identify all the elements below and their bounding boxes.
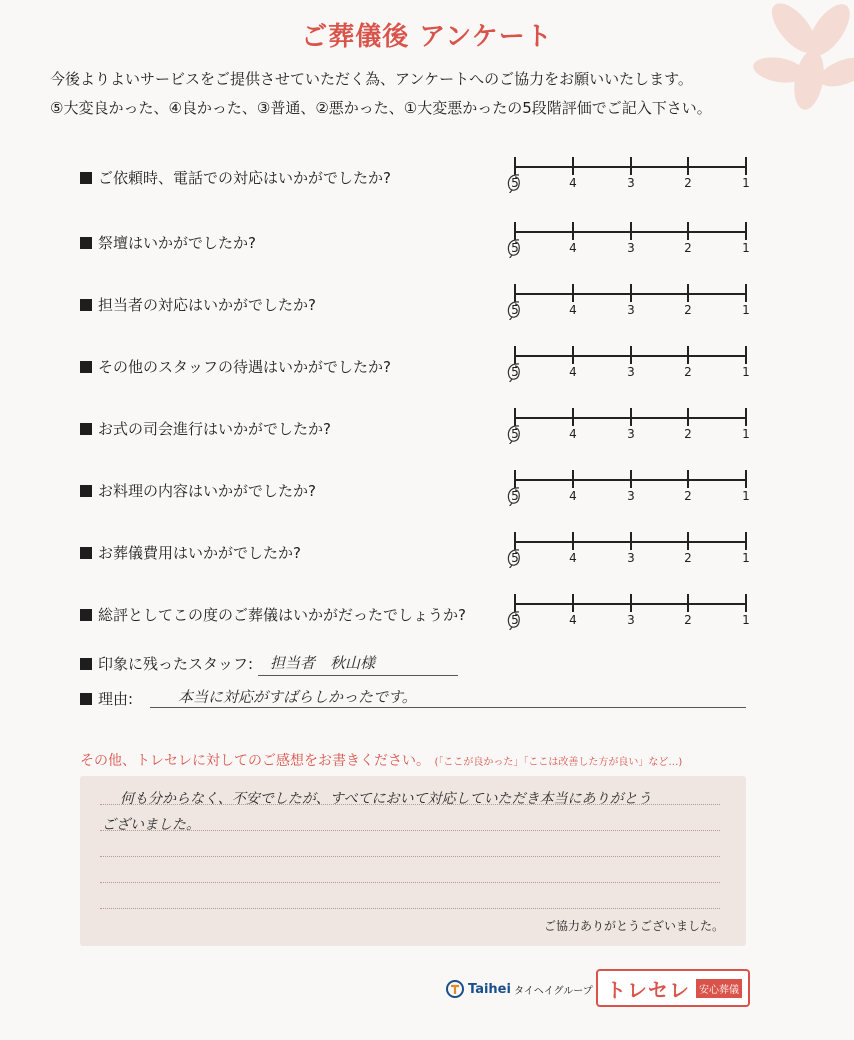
scale-tick [630, 346, 632, 364]
rating-scale[interactable] [505, 532, 755, 566]
rating-scale[interactable] [505, 284, 755, 318]
scale-number[interactable]: 2 [684, 551, 692, 565]
comment-line-1: 何も分からなく、不安でしたが、すべてにおいて対応していただき本当にありがとう [120, 791, 652, 807]
selected-rating-circle [506, 424, 524, 444]
scale-tick [745, 284, 747, 302]
question-row [80, 542, 301, 563]
rating-scale[interactable] [505, 470, 755, 504]
scale-tick [687, 408, 689, 426]
scale-tick [687, 346, 689, 364]
scale-number[interactable]: 5 [511, 489, 519, 503]
scale-number[interactable]: 3 [627, 365, 635, 379]
scale-tick [630, 284, 632, 302]
question-text: ご依頼時、電話での対応はいかがでしたか? [98, 169, 391, 187]
rating-instructions: ⑤大変良かった、④良かった、③普通、②悪かった、①大変悪かったの5段階評価でご記入下さい。 [50, 99, 712, 117]
scale-number[interactable]: 5 [511, 365, 519, 379]
comments-hint: (「ここが良かった」「ここは改善した方が良い」など…) [434, 757, 683, 768]
selected-rating-circle [506, 238, 524, 258]
bullet-icon [80, 693, 92, 705]
selected-rating-circle [506, 362, 524, 382]
comments-header [80, 750, 682, 770]
scale-number[interactable]: 4 [569, 427, 577, 441]
scale-number[interactable]: 2 [684, 241, 692, 255]
reason-label-row [80, 688, 133, 709]
brand-name: トレセレ [606, 977, 690, 1002]
scale-number[interactable]: 3 [627, 241, 635, 255]
taihei-mark-icon [446, 980, 464, 998]
bullet-icon [80, 237, 92, 249]
scale-tick [687, 284, 689, 302]
scale-number[interactable]: 3 [627, 489, 635, 503]
scale-number[interactable]: 1 [742, 365, 750, 379]
question-row [80, 604, 466, 625]
question-row [80, 418, 331, 439]
question-text: お料理の内容はいかがでしたか? [98, 482, 316, 500]
scale-number[interactable]: 4 [569, 176, 577, 190]
question-row [80, 356, 391, 377]
scale-number[interactable]: 4 [569, 303, 577, 317]
scale-number[interactable]: 2 [684, 176, 692, 190]
toresere-logo [596, 969, 750, 1007]
thanks-text: ご協力ありがとうございました。 [543, 919, 724, 933]
scale-tick [745, 157, 747, 175]
scale-number[interactable]: 1 [742, 551, 750, 565]
scale-tick [572, 594, 574, 612]
taihei-logo [446, 980, 593, 998]
reason-underline [150, 707, 746, 708]
bullet-icon [80, 485, 92, 497]
scale-tick [572, 222, 574, 240]
scale-number[interactable]: 2 [684, 427, 692, 441]
comments-header-text: その他、トレセレに対してのご感想をお書きください。 [80, 753, 430, 769]
scale-number[interactable]: 5 [511, 241, 519, 255]
scale-tick [572, 346, 574, 364]
reason-value[interactable]: 本当に対応がすばらしかったです。 [178, 688, 417, 706]
bullet-icon [80, 172, 92, 184]
scale-tick [630, 594, 632, 612]
scale-tick [745, 594, 747, 612]
scale-number[interactable]: 3 [627, 613, 635, 627]
selected-rating-circle [506, 548, 524, 568]
rating-scale[interactable] [505, 594, 755, 628]
question-text: 祭壇はいかがでしたか? [98, 234, 256, 252]
scale-number[interactable]: 5 [511, 613, 519, 627]
rating-scale[interactable] [505, 346, 755, 380]
reason-label: 理由: [98, 690, 134, 708]
scale-tick [630, 408, 632, 426]
bullet-icon [80, 609, 92, 621]
scale-number[interactable]: 4 [569, 489, 577, 503]
selected-rating-circle [506, 173, 524, 193]
scale-tick [745, 222, 747, 240]
scale-tick [687, 222, 689, 240]
scale-number[interactable]: 1 [742, 489, 750, 503]
staff-underline [258, 675, 458, 676]
scale-tick [687, 594, 689, 612]
scale-number[interactable]: 2 [684, 613, 692, 627]
scale-number[interactable]: 1 [742, 241, 750, 255]
dotted-line [100, 908, 720, 909]
bullet-icon [80, 658, 92, 670]
question-row [80, 294, 316, 315]
scale-number[interactable]: 4 [569, 551, 577, 565]
scale-tick [630, 157, 632, 175]
comment-line-2: ございました。 [102, 817, 200, 833]
bullet-icon [80, 547, 92, 559]
scale-number[interactable]: 5 [511, 176, 519, 190]
question-text: お式の司会進行はいかがでしたか? [98, 420, 331, 438]
scale-tick [630, 470, 632, 488]
scale-number[interactable]: 1 [742, 176, 750, 190]
scale-number[interactable]: 1 [742, 613, 750, 627]
dotted-line [100, 882, 720, 883]
question-row [80, 480, 316, 501]
rating-scale[interactable] [505, 222, 755, 256]
scale-tick [630, 222, 632, 240]
bullet-icon [80, 423, 92, 435]
scale-tick [745, 408, 747, 426]
scale-number[interactable]: 5 [511, 427, 519, 441]
page-title: ご葬儀後 アンケート [301, 22, 553, 52]
rating-scale[interactable] [505, 408, 755, 442]
scale-tick [572, 157, 574, 175]
rating-scale[interactable] [505, 157, 755, 191]
scale-number[interactable]: 3 [627, 303, 635, 317]
taihei-group: タイヘイグループ [513, 985, 593, 997]
scale-number[interactable]: 2 [684, 365, 692, 379]
scale-tick [687, 470, 689, 488]
question-text: お葬儀費用はいかがでしたか? [98, 544, 301, 562]
scale-tick [745, 470, 747, 488]
staff-value[interactable]: 担当者 秋山様 [270, 654, 376, 672]
scale-tick [745, 346, 747, 364]
scale-number[interactable]: 1 [742, 303, 750, 317]
scale-number[interactable]: 4 [569, 613, 577, 627]
scale-number[interactable]: 3 [627, 551, 635, 565]
scale-tick [572, 470, 574, 488]
scale-tick [572, 408, 574, 426]
question-text: その他のスタッフの待遇はいかがでしたか? [98, 358, 391, 376]
staff-label-row [80, 653, 253, 674]
scale-number[interactable]: 5 [511, 303, 519, 317]
bullet-icon [80, 299, 92, 311]
scale-tick [745, 532, 747, 550]
question-text: 総評としてこの度のご葬儀はいかがだったでしょうか? [98, 606, 466, 624]
scale-tick [572, 284, 574, 302]
selected-rating-circle [506, 486, 524, 506]
question-row [80, 232, 256, 253]
question-text: 担当者の対応はいかがでしたか? [98, 296, 316, 314]
scale-number[interactable]: 3 [627, 427, 635, 441]
selected-rating-circle [506, 300, 524, 320]
taihei-name: Taihei [468, 981, 511, 997]
scale-number[interactable]: 1 [742, 427, 750, 441]
brand-tag: 安心葬儀 [696, 979, 742, 998]
scale-tick [687, 532, 689, 550]
scale-number[interactable]: 5 [511, 551, 519, 565]
scale-number[interactable]: 4 [569, 241, 577, 255]
selected-rating-circle [506, 610, 524, 630]
scale-tick [687, 157, 689, 175]
scale-number[interactable]: 2 [684, 303, 692, 317]
bullet-icon [80, 361, 92, 373]
scale-tick [630, 532, 632, 550]
scale-number[interactable]: 2 [684, 489, 692, 503]
scale-tick [572, 532, 574, 550]
staff-label: 印象に残ったスタッフ: [98, 655, 254, 673]
dotted-line [100, 856, 720, 857]
question-row [80, 167, 391, 188]
intro-text: 今後よりよいサービスをご提供させていただく為、アンケートへのご協力をお願いいたします。 [50, 70, 693, 88]
scale-number[interactable]: 4 [569, 365, 577, 379]
scale-number[interactable]: 3 [627, 176, 635, 190]
comments-box[interactable] [80, 776, 746, 946]
